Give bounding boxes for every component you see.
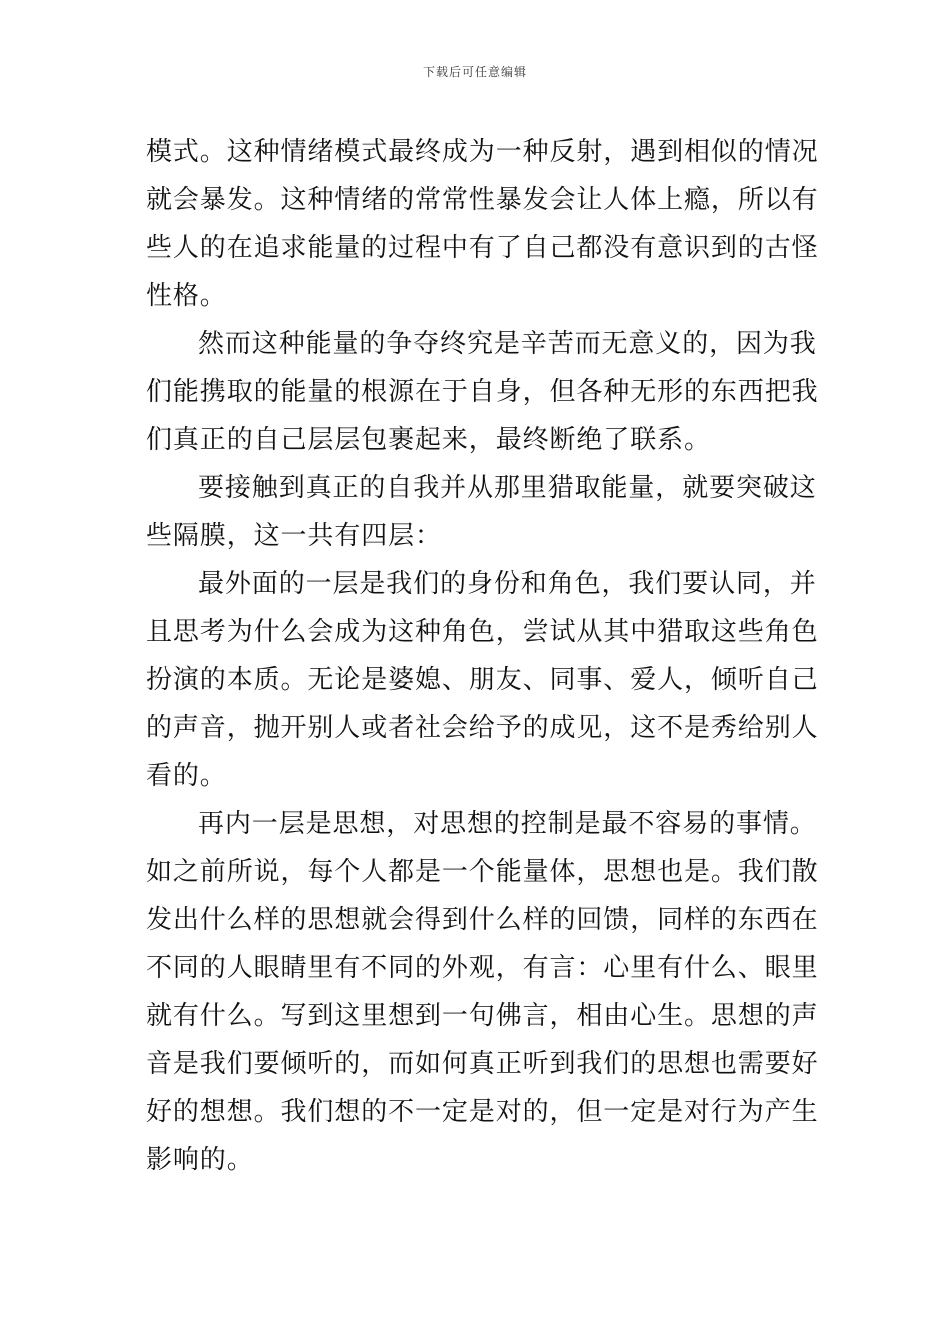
text-line: 要接触到真正的自我并从那里猎取能量，就要突破这 — [198, 473, 817, 503]
text-line: 些隔膜，这一共有四层： — [146, 521, 442, 551]
text-line: 性格。 — [146, 281, 227, 311]
text-line: 然而这种能量的争夺终究是辛苦而无意义的，因为我 — [198, 329, 817, 359]
text-line: 最外面的一层是我们的身份和角色，我们要认同，并 — [198, 569, 817, 599]
paragraph — [146, 320, 819, 464]
paragraph — [146, 560, 819, 800]
paragraph — [146, 800, 819, 1184]
text-line: 音是我们要倾听的，而如何真正听到我们的思想也需要好 — [146, 1049, 819, 1079]
text-line: 扮演的本质。无论是婆媳、朋友、同事、爱人，倾听自己 — [146, 665, 819, 695]
text-line: 影响的。 — [146, 1145, 254, 1175]
text-line: 模式。这种情绪模式最终成为一种反射，遇到相似的情况 — [146, 137, 819, 167]
text-line: 看的。 — [146, 761, 227, 791]
text-line: 不同的人眼睛里有不同的外观，有言：心里有什么、眼里 — [146, 953, 819, 983]
text-line: 们能携取的能量的根源在于自身，但各种无形的东西把我 — [146, 377, 819, 407]
text-line: 再内一层是思想，对思想的控制是最不容易的事情。 — [198, 809, 817, 839]
text-line: 的声音，抛开别人或者社会给予的成见，这不是秀给别人 — [146, 713, 819, 743]
document-body — [146, 128, 819, 1184]
text-line: 些人的在追求能量的过程中有了自己都没有意识到的古怪 — [146, 233, 819, 263]
text-line: 发出什么样的思想就会得到什么样的回馈，同样的东西在 — [146, 905, 819, 935]
text-line: 就有什么。写到这里想到一句佛言，相由心生。思想的声 — [146, 1001, 819, 1031]
paragraph — [146, 464, 817, 560]
page-header: 下载后可任意编辑 — [422, 65, 527, 79]
text-line: 且思考为什么会成为这种角色，尝试从其中猎取这些角色 — [146, 617, 819, 647]
paragraph — [146, 128, 819, 320]
text-line: 好的想想。我们想的不一定是对的，但一定是对行为产生 — [146, 1097, 819, 1127]
text-line: 们真正的自己层层包裹起来，最终断绝了联系。 — [146, 425, 711, 455]
text-line: 如之前所说，每个人都是一个能量体，思想也是。我们散 — [146, 857, 819, 887]
text-line: 就会暴发。这种情绪的常常性暴发会让人体上瘾，所以有 — [146, 185, 819, 215]
